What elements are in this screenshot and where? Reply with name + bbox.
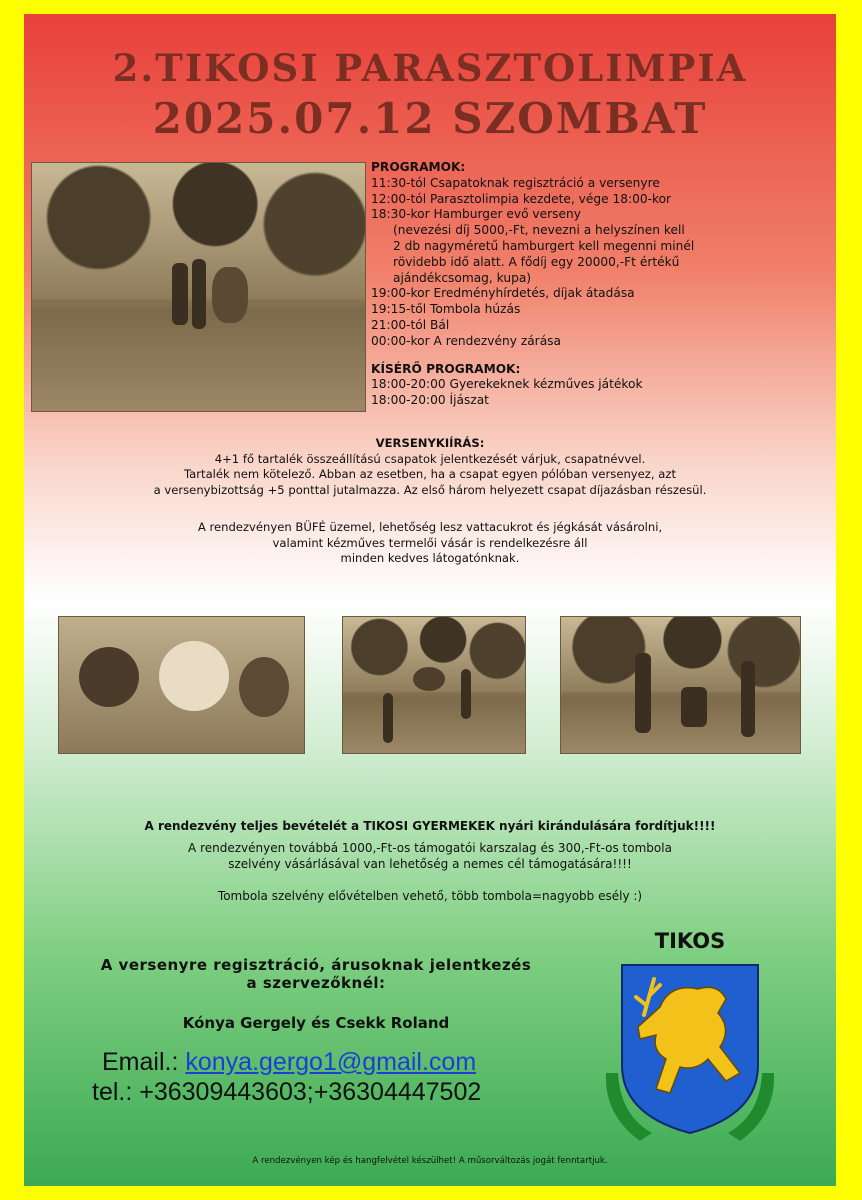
tikos-crest <box>600 929 780 1149</box>
footer-note: A rendezvényen kép és hangfelvétel készülhet! A műsorváltozás jogát fenntartjuk. <box>252 1156 608 1166</box>
program-item: rövidebb idő alatt. A fődíj egy 20000,-Ft értékű <box>393 254 680 269</box>
organizers: Kónya Gergely és Csekk Roland <box>182 1014 450 1032</box>
competition-line: a versenybizottság +5 ponttal jutalmazza. Az első három helyezett csapat díjazásban részesül. <box>153 482 707 497</box>
poster <box>24 14 836 1186</box>
coat-of-arms-icon <box>600 955 780 1151</box>
raffle-line: Tombola szelvény elővételben vehető, több tombola=nagyobb esély :) <box>217 889 643 903</box>
phone-row: tel.: +36309443603;+36304447502 <box>92 1078 482 1106</box>
registration-line: A versenyre regisztráció, árusoknak jelentkezés <box>100 956 532 974</box>
photo-1 <box>58 616 305 754</box>
competition-line: Tartalék nem kötelező. Abban az esetben, ha a csapat egyen pólóban versenyez, azt <box>184 467 676 481</box>
side-program-item: 18:00-20:00 Íjászat <box>371 393 489 408</box>
program-item: 19:00-kor Eredményhírdetés, díjak átadása <box>371 286 635 301</box>
photo-3 <box>560 616 801 754</box>
main-photo <box>31 162 366 412</box>
registration-line: a szervezőknél: <box>246 974 386 992</box>
competition-line: 4+1 fő tartalék összeállítású csapatok jelentkezését várjuk, csapatnévvel. <box>214 451 646 466</box>
buffet-line: minden kedves látogatónknak. <box>340 551 520 565</box>
competition-heading: VERSENYKIÍRÁS: <box>375 436 485 450</box>
program-item: 11:30-tól Csapatoknak regisztráció a versenyre <box>371 175 660 190</box>
email-link[interactable]: konya.gergo1@gmail.com <box>185 1048 477 1076</box>
event-title: 2.TIKOSI PARASZTOLIMPIA <box>112 46 748 90</box>
buffet-section <box>24 520 836 567</box>
email-row <box>102 1048 476 1077</box>
buffet-line: valamint kézműves termelői vásár is rendelkezésre áll <box>272 535 588 550</box>
programs-heading: PROGRAMOK: <box>371 160 466 174</box>
crest-label: TIKOS <box>654 929 726 953</box>
photo-2 <box>342 616 526 754</box>
program-item: 2 db nagyméretű hamburgert kell megenni minél <box>393 238 695 253</box>
program-item: 12:00-tól Parasztolimpia kezdete, vége 18:00-kor <box>371 191 672 206</box>
charity-section <box>24 818 836 904</box>
email-label: Email.: <box>102 1048 186 1076</box>
buffet-line: A rendezvényen BÜFÉ üzemel, lehetőség lesz vattacukrot és jégkását vásárolni, <box>197 520 663 534</box>
program-item: (nevezési díj 5000,-Ft, nevezni a helyszínen kell <box>393 223 685 238</box>
charity-line: szelvény vásárlásával van lehetőség a nemes cél támogatására!!!! <box>228 857 632 871</box>
event-date: 2025.07.12 SZOMBAT <box>152 94 708 143</box>
side-program-item: 18:00-20:00 Gyerekeknek kézműves játékok <box>371 377 643 392</box>
program-item: 19:15-től Tombola húzás <box>371 302 521 317</box>
competition-section <box>24 436 836 498</box>
program-item: 18:30-kor Hamburger evő verseny <box>371 207 581 222</box>
charity-line: A rendezvényen továbbá 1000,-Ft-os támogatói karszalag és 300,-Ft-os tombola <box>188 841 672 855</box>
charity-line: A rendezvény teljes bevételét a TIKOSI GYERMEKEK nyári kirándulására fordítjuk!!!! <box>144 819 716 833</box>
programs-section <box>371 160 831 409</box>
program-item: 00:00-kor A rendezvény zárása <box>371 333 561 348</box>
program-item: 21:00-tól Bál <box>371 317 450 332</box>
program-item: ajándékcsomag, kupa) <box>393 270 532 285</box>
side-programs-heading: KÍSÉRŐ PROGRAMOK: <box>371 361 521 376</box>
registration-section <box>46 956 586 1032</box>
